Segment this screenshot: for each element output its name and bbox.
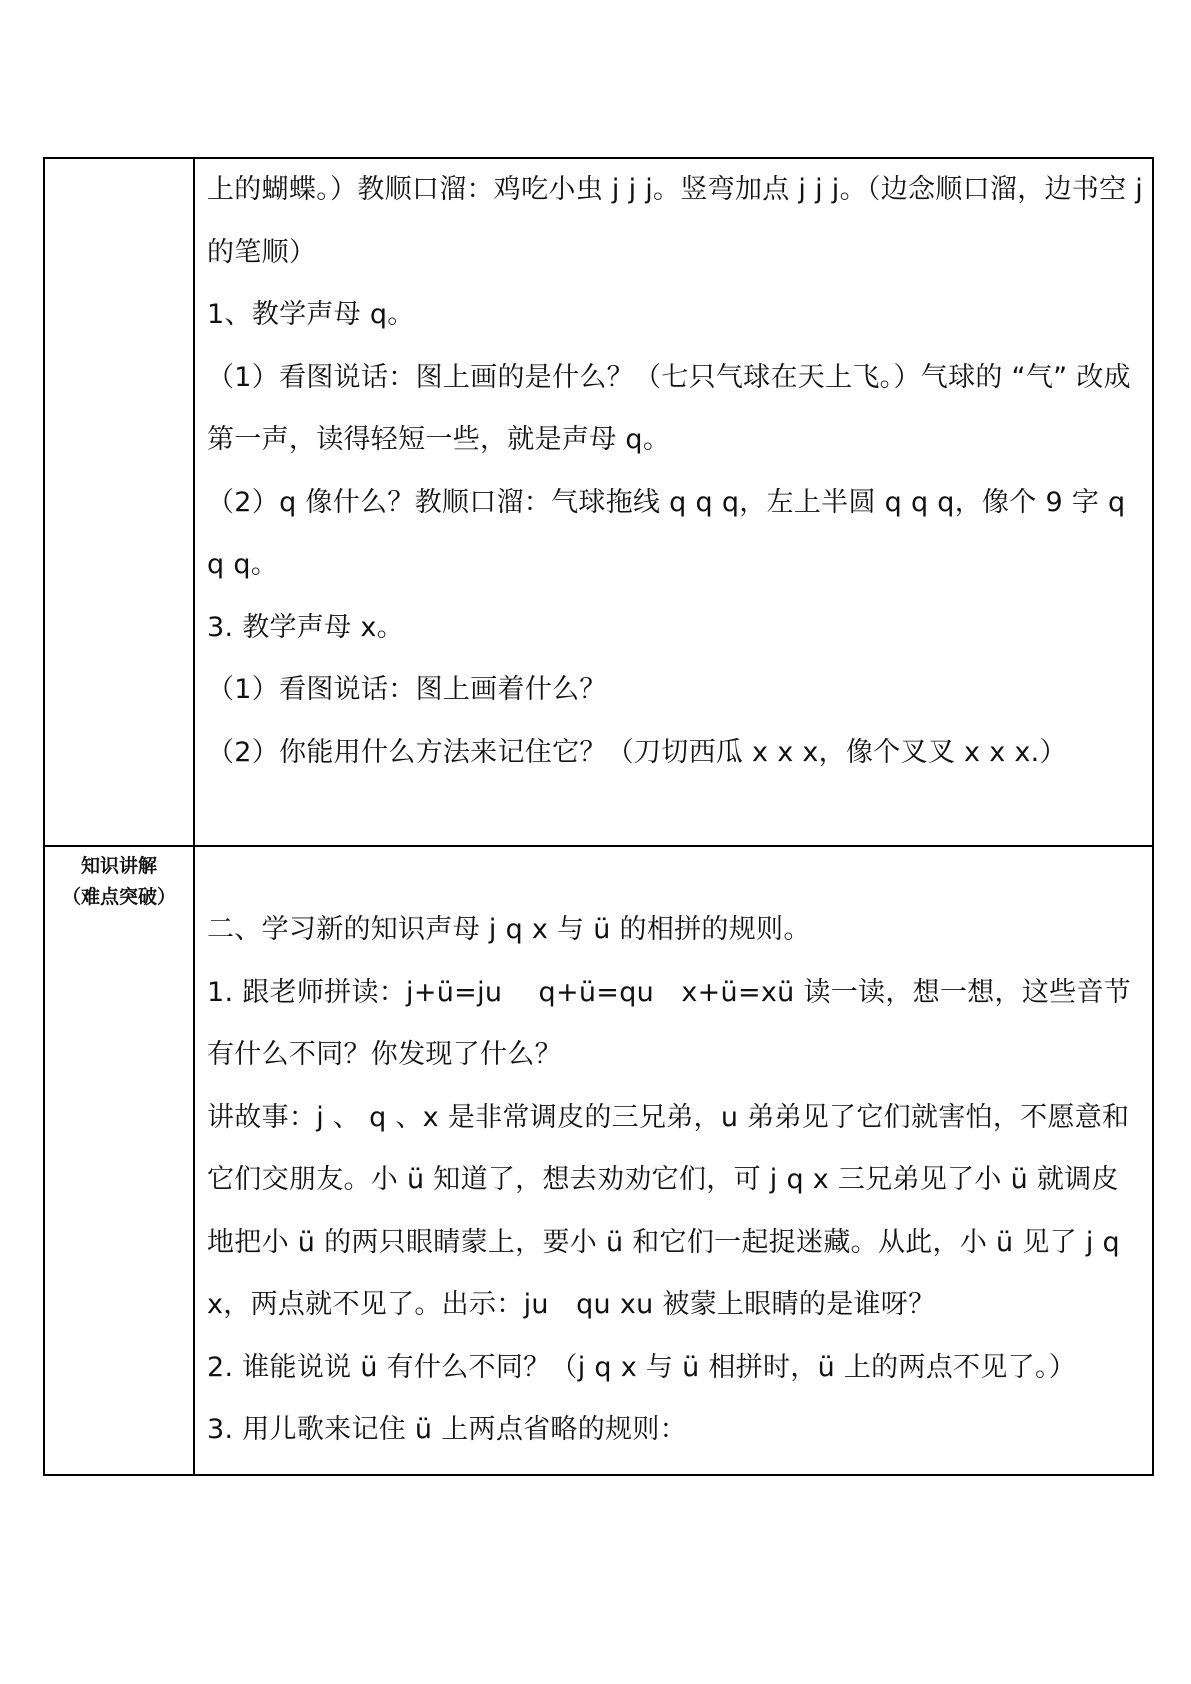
section-label-line: （难点突破）: [61, 886, 176, 908]
paragraph: 2. 谁能说说 ü 有什么不同？（j q x 与 ü 相拼时，ü 上的两点不见了。）: [207, 1351, 1077, 1383]
paragraph: （2）q 像什么？教顺口溜：气球拖线 q q q，左上半圆 q q q，像个 9 字 q q q。: [207, 486, 1126, 580]
paragraph: （1）看图说话：图上画的是什么？（七只气球在天上飞。）气球的 “气” 改成第一声，读得轻短一些，就是声母 q。: [207, 361, 1131, 455]
table-row: [44, 846, 1153, 1475]
section-label: [45, 847, 193, 913]
section-label-cell: [44, 846, 194, 1475]
paragraph: 3. 教学声母 x。: [207, 611, 404, 643]
paragraph: （1）看图说话：图上画着什么？: [207, 674, 607, 705]
section-label-cell: [44, 158, 194, 846]
paragraph: 二、学习新的知识声母 j q x 与 ü 的相拼的规则。: [207, 914, 811, 945]
paragraph: 1、教学声母 q。: [207, 299, 415, 330]
paragraph: 1. 跟老师拼读：j+ü=ju q+ü=qu x+ü=xü 读一读，想一想，这些音节有什么不同？你发现了什么？: [207, 976, 1132, 1070]
section-label: [45, 159, 193, 163]
content-block: [195, 847, 1152, 1462]
content-cell: [194, 846, 1153, 1475]
paragraph: 上的蝴蝶。）教顺口溜：鸡吃小虫 j j j。竖弯加点 j j j。（边念顺口溜，边书空 j 的笔顺）: [207, 174, 1144, 268]
content-cell: [194, 158, 1153, 846]
table-row: [44, 158, 1153, 846]
paragraph: 3. 用儿歌来记住 ü 上两点省略的规则：: [207, 1414, 687, 1445]
section-label-line: 知识讲解: [80, 855, 157, 877]
lesson-table: [43, 157, 1154, 1476]
paragraph: （2）你能用什么方法来记住它？（刀切西瓜 x x x，像个叉叉 x x x.）: [207, 736, 1067, 768]
content-block: [195, 159, 1152, 784]
paragraph: 讲故事：j 、 q 、x 是非常调皮的三兄弟，u 弟弟见了它们就害怕，不愿意和它们交朋友。小 ü 知道了，想去劝劝它们，可 j q x 三兄弟见了小 ü 就调皮地把小 ü 的两只眼睛蒙上，要小 ü 和它们一起捉迷藏。从此，小 ü 见了 j q x，两点就不见了。出示：ju qu xu 被蒙上眼睛的是谁呀？: [207, 1101, 1130, 1320]
